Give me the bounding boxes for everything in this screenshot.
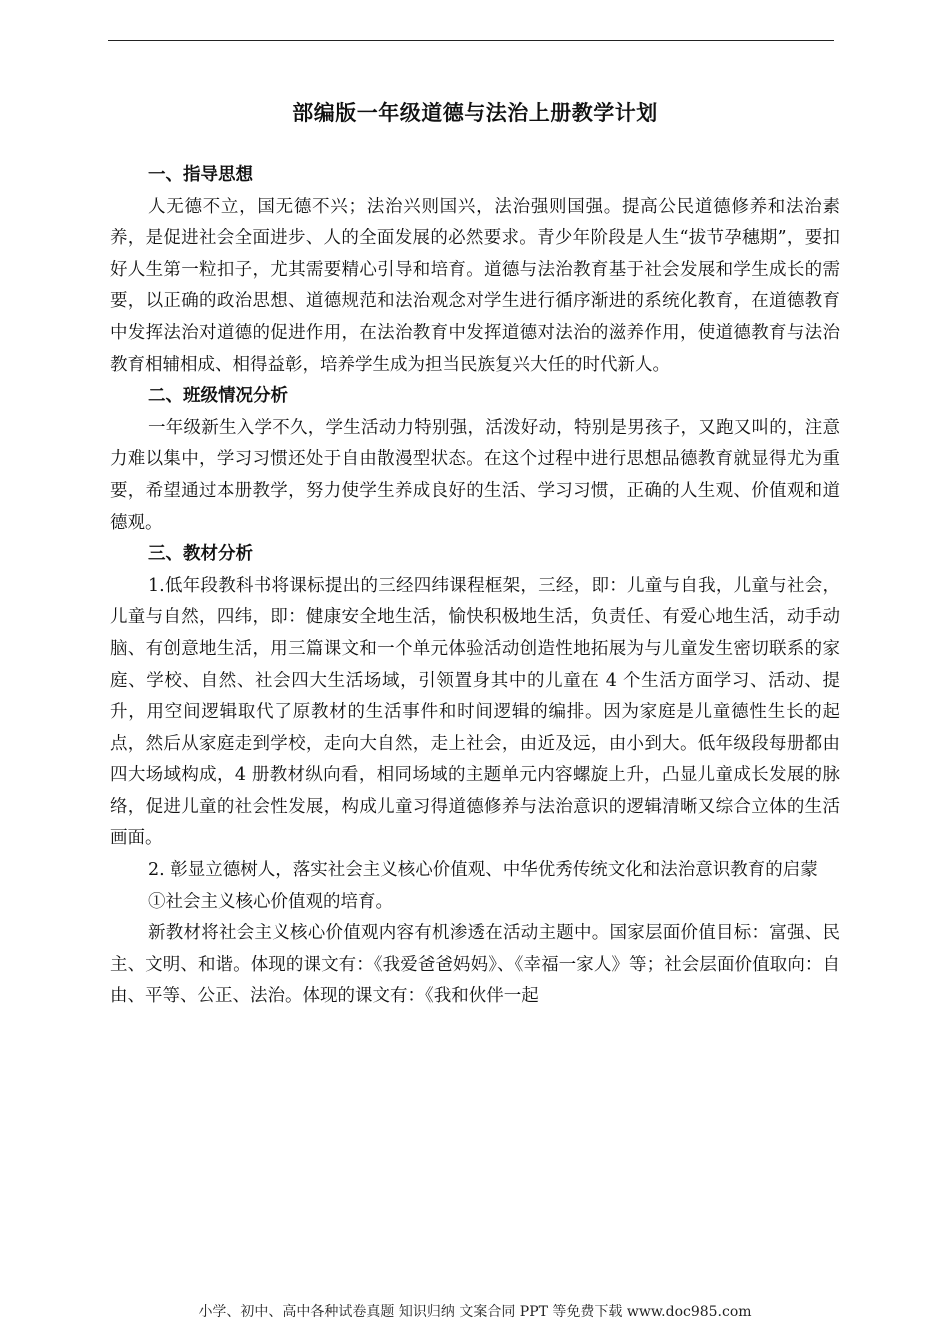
paragraph: 一年级新生入学不久，学生活动力特别强，活泼好动，特别是男孩子，又跑又叫的，注意力难以集中，学习习惯还处于自由散漫型状态。在这个过程中进行思想品德教育就显得尤为重要，希望通过本册教学，努力使学生养成良好的生活、学习习惯，正确的人生观、价值观和道德观。 <box>110 417 840 533</box>
paragraph: 新教材将社会主义核心价值观内容有机渗透在活动主题中。国家层面价值目标：富强、民主、文明、和谐。体现的课文有：《我爱爸爸妈妈》、《幸福一家人》等；社会层面价值取向：自由、平等、公正、法治。体现的课文有：《我和伙伴一起 <box>110 923 840 1007</box>
document-body <box>110 160 840 1013</box>
document-title: 部编版一年级道德与法治上册教学计划 <box>292 101 658 125</box>
paragraph: 人无德不立，国无德不兴；法治兴则国兴，法治强则国强。提高公民道德修养和法治素养，是促进社会全面进步、人的全面发展的必然要求。青少年阶段是人生“拔节孕穗期”，要扣好人生第一粒扣子，尤其需要精心引导和培育。道德与法治教育基于社会发展和学生成长的需要，以正确的政治思想、道德规范和法治观念对学生进行循序渐进的系统化教育，在道德教育中发挥法治对道德的促进作用，在法治教育中发挥道德对法治的滋养作用，使道德教育与法治教育相辅相成、相得益彰，培养学生成为担当民族复兴大任的时代新人。 <box>110 196 840 375</box>
paragraph: ①社会主义核心价值观的培育。 <box>148 891 393 912</box>
paragraph: 1.低年段教科书将课标提出的三经四纬课程框架，三经，即：儿童与自我，儿童与社会，儿童与自然，四纬，即：健康安全地生活，愉快积极地生活，负责任、有爱心地生活，动手动脑、有创意地生活，用三篇课文和一个单元体验活动创造性地拓展为与儿童发生密切联系的家庭、学校、自然、社会四大生活场域，引领置身其中的儿童在 4 个生活方面学习、活动、提升，用空间逻辑取代了原教材的生活事件和时间逻辑的编排。因为家庭是儿童德性生长的起点，然后从家庭走到学校，走向大自然，走上社会，由近及远，由小到大。低年级段每册都由四大场域构成，4 册教材纵向看，相同场域的主题单元内容螺旋上升，凸显儿童成长发展的脉络，促进儿童的社会性发展，构成儿童习得道德修养与法治意识的逻辑清晰又综合立体的生活画面。 <box>110 575 840 849</box>
section-heading-textbook-analysis: 三、教材分析 <box>148 544 253 565</box>
section-heading-class-analysis: 二、班级情况分析 <box>148 386 288 407</box>
paragraph: 2. 彰显立德树人，落实社会主义核心价值观、中华优秀传统文化和法治意识教育的启蒙 <box>148 860 818 881</box>
page-footer: 小学、初中、高中各种试卷真题 知识归纳 文案合同 PPT 等免费下载 www.doc985.com <box>198 1304 752 1320</box>
section-heading-guiding-ideology: 一、指导思想 <box>148 165 253 185</box>
header-rule <box>108 40 834 41</box>
